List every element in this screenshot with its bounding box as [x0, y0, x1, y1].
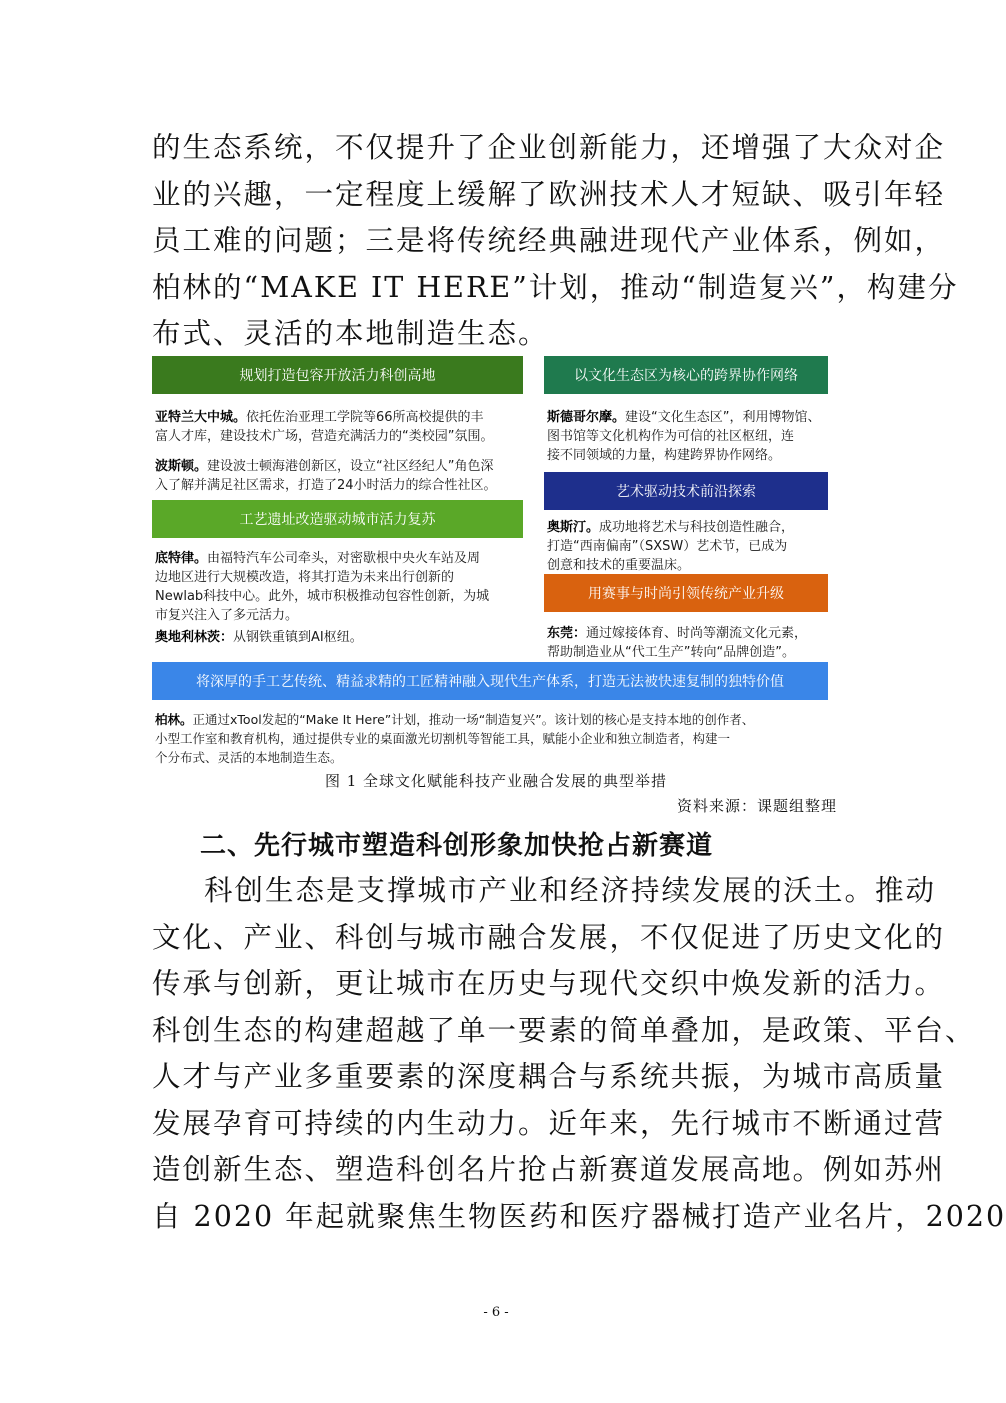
berlin-text: 小型工作室和教育机构，通过提供专业的桌面激光切割机等智能工具，赋能小企业和独立制造者，构建一 — [155, 731, 731, 746]
atlanta-name: 亚特兰大中城。 — [155, 410, 247, 425]
body-paragraph-line: 科创生态是支撑城市产业和经济持续发展的沃土。推动 — [204, 874, 937, 907]
body-paragraph-line: 传承与创新，更让城市在历史与现代交织中焕发新的活力。 — [152, 967, 946, 1000]
boston-text: 建设波士顿海港创新区，设立“社区经纪人”角色深 — [207, 459, 494, 474]
figure-caption: 图 1 全球文化赋能科技产业融合发展的典型举措 — [324, 772, 668, 790]
linz-name: 奥地利林茨： — [155, 630, 234, 645]
item-stockholm — [547, 408, 837, 465]
top-paragraph-line: 员工难的问题；三是将传统经典融进现代产业体系，例如， — [152, 224, 946, 257]
item-dongguan — [547, 624, 837, 662]
detroit-name: 底特律。 — [155, 551, 208, 566]
atlanta-text: 依托佐治亚理工学院等66所高校提供的丰 — [246, 410, 484, 425]
berlin-text: 正通过xTool发起的“Make It Here”计划，推动一场“制造复兴”。该计划的核心是支持本地的创作者、 — [192, 712, 755, 727]
item-atlanta — [155, 408, 527, 446]
top-paragraph-line: 的生态系统，不仅提升了企业创新能力，还增强了大众对企 — [152, 131, 946, 164]
dongguan-text: 帮助制造业从“代工生产”转向“品牌创造”。 — [547, 645, 795, 660]
austin-name: 奥斯汀。 — [547, 520, 600, 535]
stockholm-text: 图书馆等文化机构作为可信的社区枢纽，连 — [547, 429, 795, 444]
body-paragraph-line: 自 2020 年起就聚焦生物医药和医疗器械打造产业名片，2020 — [152, 1199, 1006, 1233]
austin-text: 打造“西南偏南”（SXSW）艺术节，已成为 — [547, 539, 788, 554]
body-paragraph-line: 文化、产业、科创与城市融合发展，不仅促进了历史文化的 — [152, 920, 946, 954]
top-paragraph-line: 布式、灵活的本地制造生态。 — [152, 317, 549, 350]
bar-industrial-label: 工艺遗址改造驱动城市活力复苏 — [239, 512, 436, 528]
section-heading: 二、先行城市塑造科创形象加快抢占新赛道 — [200, 831, 714, 861]
bar-culture-network — [544, 356, 828, 394]
detroit-text: 市复兴注入了多元活力。 — [155, 608, 299, 623]
body-paragraph-line: 人才与产业多重要素的深度耦合与系统共振，为城市高质量 — [152, 1060, 946, 1093]
boston-text: 入了解并满足社区需求，打造了24小时活力的综合性社区。 — [155, 478, 497, 493]
dongguan-text: 通过嫁接体育、时尚等潮流文化元素， — [586, 626, 808, 641]
page-number: - 6 - — [483, 1305, 509, 1320]
item-austin — [547, 518, 837, 575]
body-paragraph-line: 科创生态的构建超越了单一要素的简单叠加，是政策、平台、 — [152, 1013, 976, 1047]
bar-craft-label: 将深厚的手工艺传统、精益求精的工匠精神融入现代生产体系，打造无法被快速复制的独特价值 — [196, 674, 784, 690]
atlanta-text: 富人才库，建设技术广场，营造充满活力的“类校园”氛围。 — [155, 429, 494, 444]
stockholm-text: 建设“文化生态区”，利用博物馆、 — [625, 410, 821, 425]
detroit-text: 由福特汽车公司牵头，对密歇根中央火车站及周 — [207, 551, 481, 566]
item-boston — [155, 457, 527, 495]
dongguan-name: 东莞： — [547, 626, 587, 641]
bar-planning — [152, 356, 523, 394]
body-paragraph-line: 发展孕育可持续的内生动力。近年来，先行城市不断通过营 — [152, 1106, 946, 1140]
berlin-text: 个分布式、灵活的本地制造生态。 — [155, 750, 343, 765]
bar-events-fashion — [544, 574, 828, 612]
berlin-name: 柏林。 — [155, 712, 193, 727]
detroit-text: 边地区进行大规模改造，将其打造为未来出行创新的 — [155, 570, 455, 585]
item-linz — [155, 628, 527, 647]
top-paragraph-line: 业的兴趣，一定程度上缓解了欧洲技术人才短缺、吸引年轻 — [152, 177, 946, 211]
top-paragraph — [152, 125, 959, 358]
bar-art-tech — [544, 472, 828, 510]
bar-events-fashion-label: 用赛事与时尚引领传统产业升级 — [588, 586, 784, 602]
body-paragraph — [152, 868, 1006, 1240]
bar-art-tech-label: 艺术驱动技术前沿探索 — [616, 484, 756, 500]
detroit-text: Newlab科技中心。此外，城市积极推动包容性创新，为城 — [155, 589, 490, 604]
stockholm-text: 接不同领域的力量，构建跨界协作网络。 — [547, 448, 782, 463]
item-detroit — [155, 549, 527, 625]
stockholm-name: 斯德哥尔摩。 — [547, 410, 626, 425]
boston-name: 波斯顿。 — [155, 459, 208, 474]
austin-text: 成功地将艺术与科技创造性融合， — [599, 520, 795, 535]
bar-industrial — [152, 500, 523, 538]
bar-planning-label: 规划打造包容开放活力科创高地 — [239, 368, 436, 384]
austin-text: 创意和技术的重要温床。 — [547, 558, 691, 573]
linz-text: 从钢铁重镇到AI枢纽。 — [233, 630, 363, 645]
item-berlin — [155, 710, 835, 767]
top-paragraph-line: 柏林的“MAKE IT HERE”计划，推动“制造复兴”，构建分 — [152, 270, 959, 304]
bar-craft — [152, 662, 828, 700]
body-paragraph-line: 造创新生态、塑造科创名片抢占新赛道发展高地。例如苏州 — [152, 1153, 946, 1186]
figure-source: 资料来源：课题组整理 — [676, 797, 837, 815]
bar-culture-network-label: 以文化生态区为核心的跨界协作网络 — [574, 368, 798, 384]
